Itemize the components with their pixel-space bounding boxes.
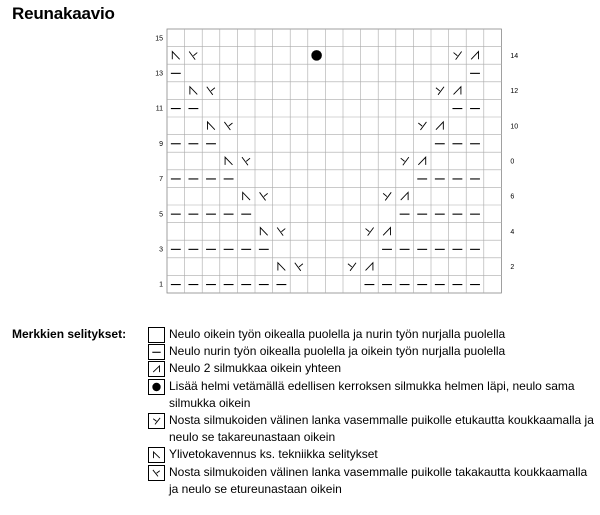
m1l-back-icon bbox=[153, 470, 160, 476]
legend-item-text: Neulo nurin työn oikealla puolella ja oikein työn nurjalla puolella bbox=[169, 344, 506, 359]
page-title: Reunakaavio bbox=[12, 4, 115, 23]
row-number-left: 1 bbox=[159, 281, 163, 289]
row-number-left: 7 bbox=[159, 176, 163, 184]
row-number-right: 12 bbox=[510, 88, 519, 96]
legend-item-nurin bbox=[148, 343, 598, 360]
legend-item-helmi bbox=[148, 378, 598, 412]
row-number-left: 13 bbox=[155, 70, 163, 78]
row-number-left: 5 bbox=[159, 211, 163, 219]
legend-item-oikein bbox=[148, 326, 598, 343]
row-number-right: 6 bbox=[510, 193, 515, 201]
row-number-right: 10 bbox=[510, 123, 519, 131]
nosta-takakautta-symbol-icon bbox=[149, 466, 164, 480]
skp-decrease-icon bbox=[154, 452, 160, 458]
chart-cell-helmi bbox=[311, 50, 322, 61]
row-number-left: 9 bbox=[159, 140, 163, 148]
legend-item-text: Ylivetokavennus ks. tekniikka selitykset bbox=[169, 447, 378, 462]
row-number-right: 14 bbox=[510, 52, 519, 60]
legend-heading: Merkkien selitykset: bbox=[12, 327, 127, 341]
legend-symbol-box bbox=[148, 327, 165, 343]
legend-symbol-box bbox=[148, 379, 165, 395]
legend bbox=[148, 326, 598, 498]
legend-symbol-box bbox=[148, 465, 165, 481]
k2tog-icon bbox=[153, 366, 159, 372]
bead-dot-icon bbox=[311, 50, 322, 61]
legend-item-text: Nosta silmukoiden välinen lanka vasemmalle puikolle takakautta koukkaamalla ja neulo se etureunastaan oikein bbox=[169, 464, 588, 496]
m1l-front-icon bbox=[153, 418, 160, 424]
legend-symbol-box bbox=[148, 413, 165, 429]
legend-item-neulo-2-oikein bbox=[148, 360, 598, 377]
legend-item-ylivetokavennus bbox=[148, 446, 598, 463]
legend-item-text: Neulo oikein työn oikealla puolella ja nurin työn nurjalla puolella bbox=[169, 327, 506, 341]
row-number-left: 3 bbox=[159, 246, 163, 254]
legend-symbol-box bbox=[148, 344, 165, 360]
helmi-symbol-icon bbox=[149, 380, 164, 394]
legend-item-text: Lisää helmi vetämällä edellisen kerroksen silmukka helmen läpi, neulo sama silmukka oikein bbox=[169, 378, 575, 410]
nosta-etukautta-symbol-icon bbox=[149, 414, 164, 428]
legend-item-text: Neulo 2 silmukkaa oikein yhteen bbox=[169, 361, 342, 376]
bead-dot-icon bbox=[152, 382, 160, 390]
row-number-right: 2 bbox=[510, 264, 515, 272]
legend-item-nosta-etukautta bbox=[148, 412, 598, 446]
row-number-left: 15 bbox=[155, 35, 163, 43]
legend-item-text: Nosta silmukoiden välinen lanka vasemmalle puikolle etukautta koukkaamalla ja neulo se takareunastaan oikein bbox=[169, 413, 594, 445]
nurin-symbol-icon bbox=[149, 345, 164, 359]
row-number-right: 0 bbox=[510, 158, 515, 166]
oikein-symbol-icon bbox=[149, 328, 164, 342]
chart-grid-frame bbox=[167, 29, 501, 293]
legend-symbol-box bbox=[148, 447, 165, 463]
legend-symbol-box bbox=[148, 361, 165, 377]
legend-item-nosta-takakautta bbox=[148, 464, 598, 498]
neulo-2-oikein-symbol-icon bbox=[149, 362, 164, 376]
ylivetokavennus-symbol-icon bbox=[149, 448, 164, 462]
row-number-right: 4 bbox=[510, 228, 515, 236]
row-number-left: 11 bbox=[155, 105, 163, 113]
